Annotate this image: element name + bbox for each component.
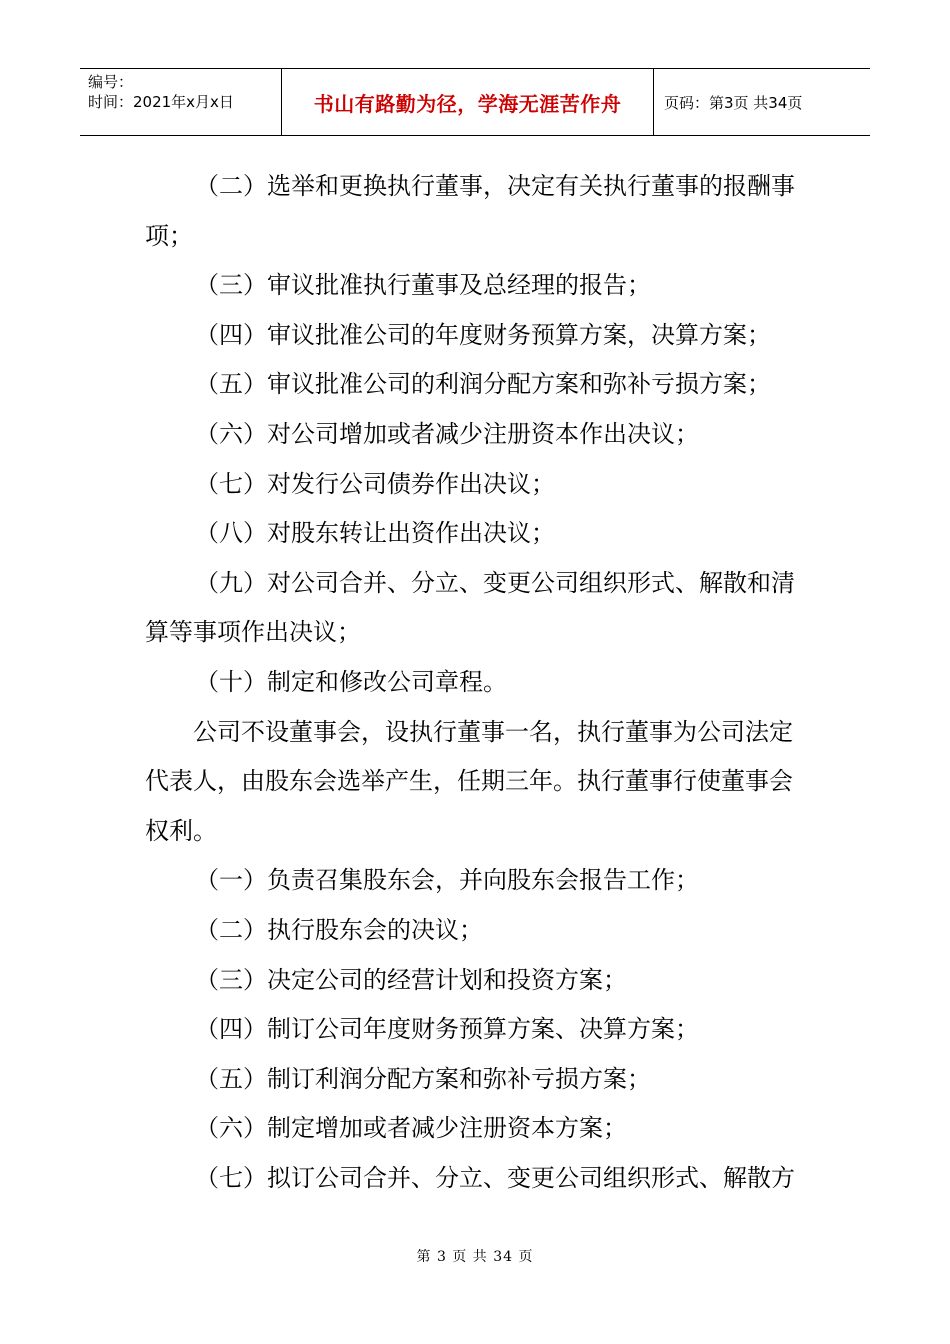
paragraph-line: （一）负责召集股东会，并向股东会报告工作； <box>195 866 699 895</box>
paragraph-line: 项； <box>145 221 193 250</box>
page-header <box>80 68 870 136</box>
paragraph-line: （六）对公司增加或者减少注册资本作出决议； <box>195 419 699 448</box>
paragraph-line: （七）拟订公司合并、分立、变更公司组织形式、解散方 <box>195 1163 795 1192</box>
paragraph-line: 权利。 <box>145 816 217 845</box>
paragraph-line: （九）对公司合并、分立、变更公司组织形式、解散和清 <box>195 568 795 597</box>
document-date-label: 时间：2021年x月x日 <box>88 93 234 111</box>
paragraph-line: （六）制定增加或者减少注册资本方案； <box>195 1114 627 1143</box>
paragraph-line: （三）审议批准执行董事及总经理的报告； <box>195 271 651 300</box>
header-motto-cell <box>282 69 654 135</box>
paragraph-line: （三）决定公司的经营计划和投资方案； <box>195 965 627 994</box>
paragraph-line: （四）审议批准公司的年度财务预算方案，决算方案； <box>195 320 771 349</box>
paragraph-line: （五）审议批准公司的利润分配方案和弥补亏损方案； <box>195 370 771 399</box>
paragraph-line: （四）制订公司年度财务预算方案、决算方案； <box>195 1015 699 1044</box>
header-page-cell <box>654 69 870 135</box>
header-meta-cell <box>80 69 282 135</box>
document-body <box>145 162 815 1203</box>
header-page-info: 页码：第3页 共34页 <box>664 93 803 112</box>
paragraph-line: 代表人，由股东会选举产生，任期三年。执行董事行使董事会 <box>145 767 793 796</box>
paragraph-line: （七）对发行公司债券作出决议； <box>195 469 555 498</box>
page-footer <box>0 1246 950 1266</box>
paragraph-line: （二）选举和更换执行董事，决定有关执行董事的报酬事 <box>195 172 795 200</box>
header-motto: 书山有路勤为径，学海无涯苦作舟 <box>313 91 622 116</box>
paragraph-line: （二）执行股东会的决议； <box>195 915 483 944</box>
footer-page-number: 第 3 页 共 34 页 <box>416 1249 534 1265</box>
paragraph-line: 公司不设董事会，设执行董事一名，执行董事为公司法定 <box>193 717 793 746</box>
paragraph-line: （五）制订利润分配方案和弥补亏损方案； <box>195 1064 651 1093</box>
paragraph-line: （八）对股东转让出资作出决议； <box>195 519 555 548</box>
paragraph-line: 算等事项作出决议； <box>145 618 361 647</box>
paragraph-line: （十）制定和修改公司章程。 <box>195 667 507 696</box>
document-number-label: 编号： <box>88 73 134 91</box>
